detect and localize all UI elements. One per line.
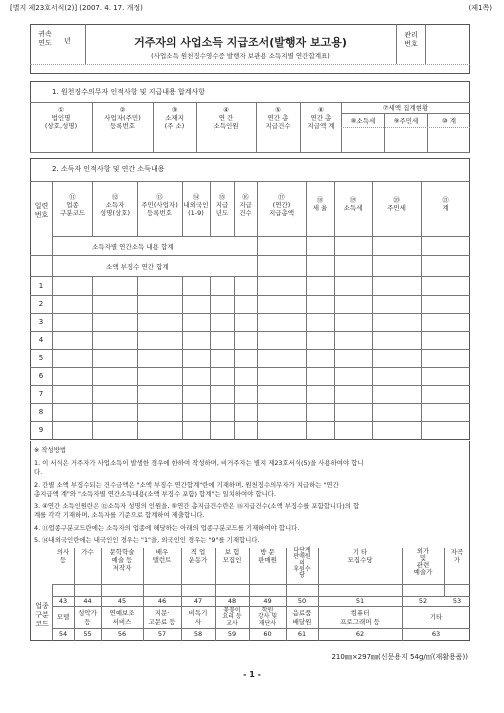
col-earner-name: ⑫ 소득자 성명(상호) <box>99 193 131 218</box>
industry-code-label: 업종 구분 코드 <box>35 602 49 628</box>
industry-row1-codes <box>52 597 470 606</box>
industry-cell: 기타 <box>429 613 443 622</box>
industry-cell: 학원 강사 및 재단사 <box>257 606 278 627</box>
form-number-label: [별지 제23호서식(2)] (2007. 4. 17. 개정) <box>10 4 143 12</box>
industry-code: 49 <box>263 597 272 605</box>
industry-cell: 문학학술 예술 등 저작자 <box>109 548 135 573</box>
industry-cell: 외가 및 관련 예술가 <box>413 547 433 577</box>
col-income-tax: ⑧소득세 <box>350 117 376 125</box>
year-unit: 년 <box>64 37 71 45</box>
industry-cell: 연예보조 서비스 <box>109 609 135 626</box>
document-subtitle: (사업소득 원천징수영수증 발행자 보관용 소득지별 연간합계표) <box>151 52 330 60</box>
row-number: 6 <box>38 372 44 380</box>
industry-code: 50 <box>297 597 307 605</box>
industry-cell: 음료품 배달원 <box>292 609 312 626</box>
col-payment-year: ⑮ 지급 년도 <box>215 193 229 218</box>
col-tax-total: ⑩ 계 <box>441 117 457 125</box>
col-earner-resident-tax: ⑳ 주민세 <box>387 196 406 213</box>
col-annual-payment-count: ⑤ 연간 총 지급건수 <box>265 106 291 131</box>
industry-code: 61 <box>297 630 307 638</box>
industry-code: 56 <box>117 630 127 638</box>
notes-list: 1. 이 서식은 거주자가 사업소득이 발생한 경우에 한하여 작성하며, 비거주자는 별지 제23호서식(5)을 사용하여야 합니 다. 2. 간별 소액 부징수되는 건수금액은 "소액 부징수 연간합계"란에 기재하며, 원천징수의무자가 지급하는 "연간 총지급액 계"와 "소득자별 연간소득내용(소액 부징수 포함) 합계"는 일치하여야 합니다. 3. ④연간 소득인원란은 ⑫소득자 성명의 인원을, ⑤연간 총지급건수란은 ⑯지급건수(소액 부징수를 포함합니다)의 합 계를 각각 기재하며, 소득자를 기준으로 합계하여 제출합니다. 4. ⑪업종구분코드란에는 소득자의 업종에 해당하는 아래의 업종구분코드를 기재하여야 합니다. 5. ⑭내외국인란에는 내국인인 경우는 "1"을, 외국인인 경우는 "9"를 기재합니다. <box>34 459 364 544</box>
industry-cell: 가수 <box>81 548 94 556</box>
industry-cell: 꽃꽂이 요리 등 교사 <box>222 606 242 627</box>
section1-title: 1. 원천징수의무자 인적사항 및 지급내용 합계사항 <box>52 88 206 96</box>
industry-row2-labels <box>52 607 470 628</box>
industry-code: 46 <box>157 597 167 605</box>
industry-row2-codes <box>52 630 470 640</box>
industry-cell: 배우 탤런트 <box>152 548 172 565</box>
industry-code: 57 <box>157 630 167 638</box>
col-earner-reg-no: ⑬ 주민(사업자) 등록번호 <box>141 193 178 218</box>
col-business-reg-no: ② 사업자(주민) 등록번호 <box>104 106 141 131</box>
row-number: 1 <box>38 282 44 290</box>
page-number: - 1 - <box>243 670 261 679</box>
col-serial-number: 일련 번호 <box>34 202 49 219</box>
paper-spec: 210㎜×297㎜(신문용지 54g/㎡(재활용품)) <box>331 653 468 661</box>
attribution-year-label: 귀속 연도 <box>38 30 52 47</box>
industry-cell: 기 타 모집수당 <box>347 548 373 565</box>
industry-code: 54 <box>58 630 68 638</box>
col-address: ③ 소재지 (주 소) <box>164 106 185 131</box>
industry-code: 51 <box>355 597 365 605</box>
col-annual-payment-total: ⑥ 연간 총 지급액 계 <box>307 106 335 131</box>
industry-code: 55 <box>83 630 92 638</box>
industry-cell: 성악가 등 <box>78 609 97 626</box>
col-company-name: ① 법인명 (상호,성명) <box>44 106 78 131</box>
row-number: 5 <box>38 354 44 362</box>
industry-code: 59 <box>227 630 237 638</box>
industry-code: 62 <box>355 630 365 638</box>
col-payment-count: ⑯ 지급 건수 <box>239 193 252 218</box>
industry-cell: 보 험 모집인 <box>222 548 242 565</box>
industry-code: 53 <box>452 597 462 605</box>
row-number: 9 <box>38 426 44 434</box>
management-number-label: 관리 번호 <box>404 31 418 48</box>
industry-cell: 직 업 운동가 <box>188 548 208 565</box>
industry-cell: 지문· 고문료 등 <box>148 609 176 626</box>
industry-cell: 컴퓨터 프로그래머 등 <box>340 609 380 626</box>
earner-annual-sum-label: 소득자별 연간소득 내용 합계 <box>92 243 174 251</box>
industry-cell: 다단계 판매원 의 후원수 당 <box>293 547 311 580</box>
notes-title: ※ 작성방법 <box>34 446 67 454</box>
col-domestic-foreign: ⑭ 내외국인 (1-9) <box>183 193 209 218</box>
row-number: 2 <box>38 300 44 308</box>
row-number: 4 <box>38 336 44 344</box>
page-indicator: (제1쪽) <box>468 4 492 12</box>
industry-row1-labels <box>52 547 470 580</box>
row-number: 7 <box>38 390 44 398</box>
industry-code: 44 <box>83 597 92 605</box>
industry-cell: 방 문 판매원 <box>258 548 277 565</box>
industry-code: 60 <box>263 630 272 638</box>
col-total-payment: ⑰ (연간) 지급총액 <box>268 193 295 218</box>
col-industry-code: ⑪ 업종 구분코드 <box>59 193 86 218</box>
industry-code: 43 <box>58 597 68 605</box>
industry-code: 58 <box>193 630 203 638</box>
industry-code: 47 <box>193 597 203 605</box>
industry-code: 52 <box>418 597 428 605</box>
row-number: 3 <box>38 318 44 326</box>
industry-cell: 모델 <box>56 613 70 622</box>
industry-cell: 비독기 사 <box>188 609 208 626</box>
industry-code: 45 <box>117 597 127 605</box>
col-earner-income-tax: ⑲ 소득세 <box>343 196 363 213</box>
col-earner-tax-total: ㉑ 계 <box>442 196 449 213</box>
industry-cell: 의사 등 <box>56 548 70 565</box>
industry-code: 63 <box>431 630 441 638</box>
col-resident-tax: ⑨주민세 <box>393 117 419 125</box>
document-title: 거주자의 사업소득 지급조서(발행자 보고용) <box>134 36 347 49</box>
section2-title: 2. 소득자 인적사항 및 연간 소득내용 <box>52 165 165 173</box>
industry-cell: 자곡 가 <box>450 548 464 565</box>
col-annual-earners: ④ 연 간 소득인원 <box>213 106 239 131</box>
small-amount-sum-label: 소액 부징수 연간 합계 <box>106 263 169 271</box>
row-number: 8 <box>38 408 44 416</box>
industry-code: 48 <box>227 597 237 605</box>
tax-summary-header: ⑦세액 집계현황 <box>382 104 429 112</box>
col-tax-rate: ⑱ 세 율 <box>312 196 328 213</box>
